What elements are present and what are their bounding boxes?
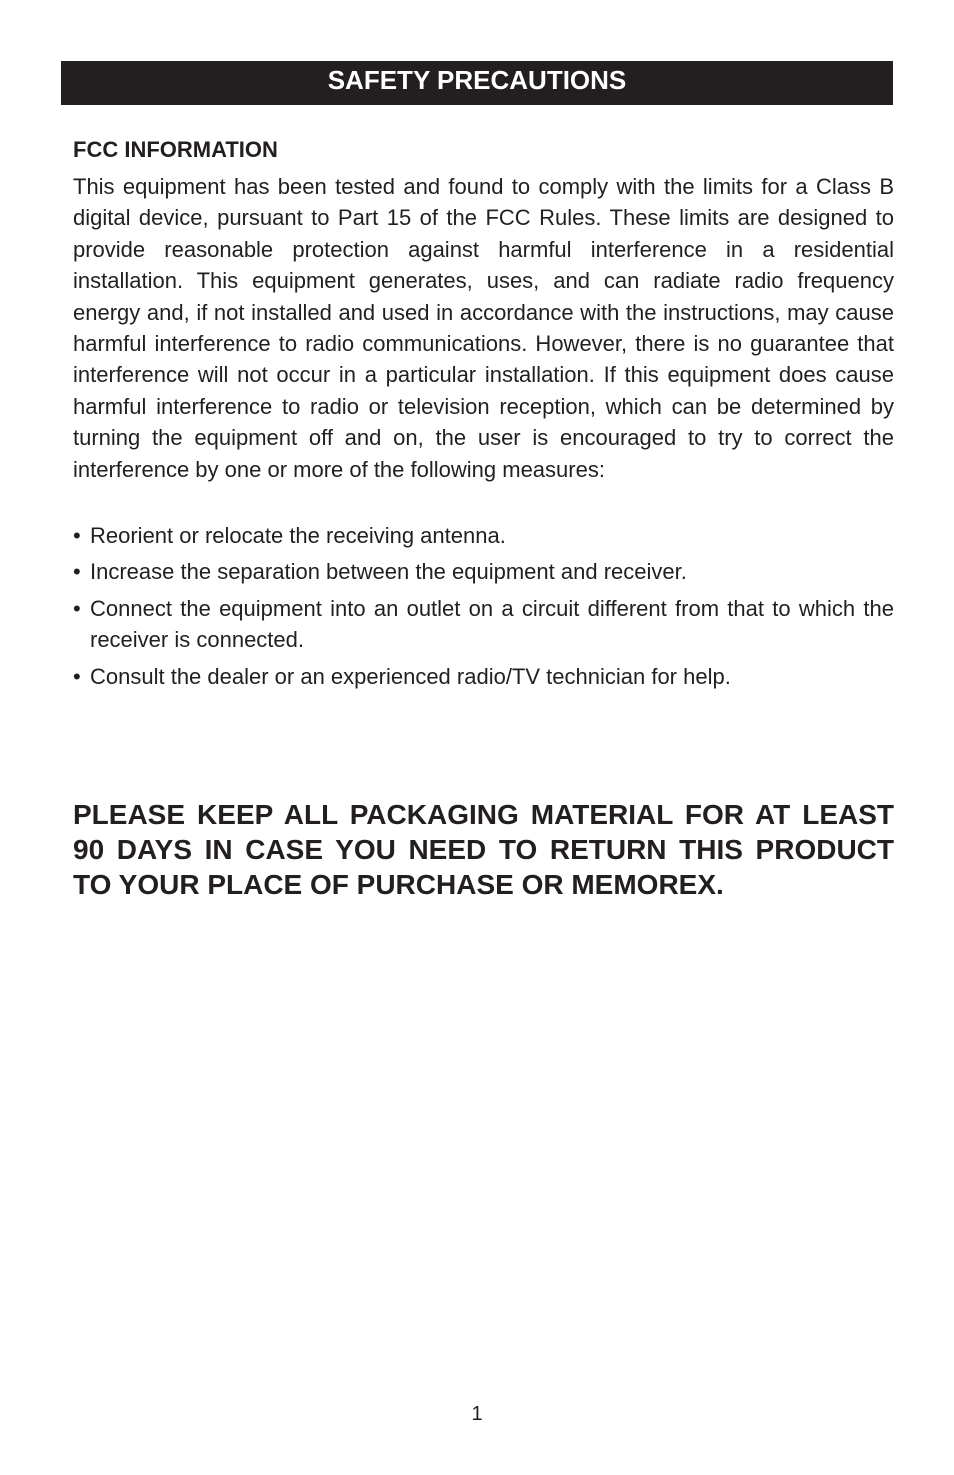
page-title: SAFETY PRECAUTIONS xyxy=(61,61,893,105)
list-item xyxy=(73,520,894,551)
measure-text: Reorient or relocate the receiving antenna. xyxy=(90,523,506,548)
measure-text: Consult the dealer or an experienced radio/TV technician for help. xyxy=(90,663,731,689)
list-item xyxy=(73,556,894,587)
bullet-icon: • xyxy=(73,595,81,621)
measure-text: Increase the separation between the equipment and receiver. xyxy=(90,559,687,585)
list-item xyxy=(73,593,894,656)
measures-list xyxy=(73,520,894,697)
measure-text: Connect the equipment into an outlet on a circuit different from that to which the receiver is connected. xyxy=(90,595,894,653)
bullet-icon: • xyxy=(73,523,81,548)
packaging-notice: PLEASE KEEP ALL PACKAGING MATERIAL FOR AT LEAST 90 DAYS IN CASE YOU NEED TO RETURN THIS PRODUCT TO YOUR PLACE OF PURCHASE OR MEMOREX. xyxy=(73,799,894,900)
page-number: 1 xyxy=(471,1403,483,1425)
fcc-paragraph: This equipment has been tested and found to comply with the limits for a Class B digital device, pursuant to Part 15 of the FCC Rules. These limits are designed to provide reasonable protection against harmful interference in a residential installation. This equipment generates, uses, and can radiate radio frequency energy and, if not installed and used in accordance with the instructions, may cause harmful interference to radio communications. However, there is no guarantee that interference will not occur in a particular installation. If this equipment does cause harmful interference to radio or television reception, which can be determined by turning the equipment off and on, the user is encouraged to try to correct the interference by one or more of the following measures: xyxy=(73,174,894,482)
bullet-icon: • xyxy=(73,663,81,689)
section-heading-fcc: FCC INFORMATION xyxy=(73,137,278,162)
bullet-icon: • xyxy=(73,559,81,585)
list-item xyxy=(73,661,894,692)
